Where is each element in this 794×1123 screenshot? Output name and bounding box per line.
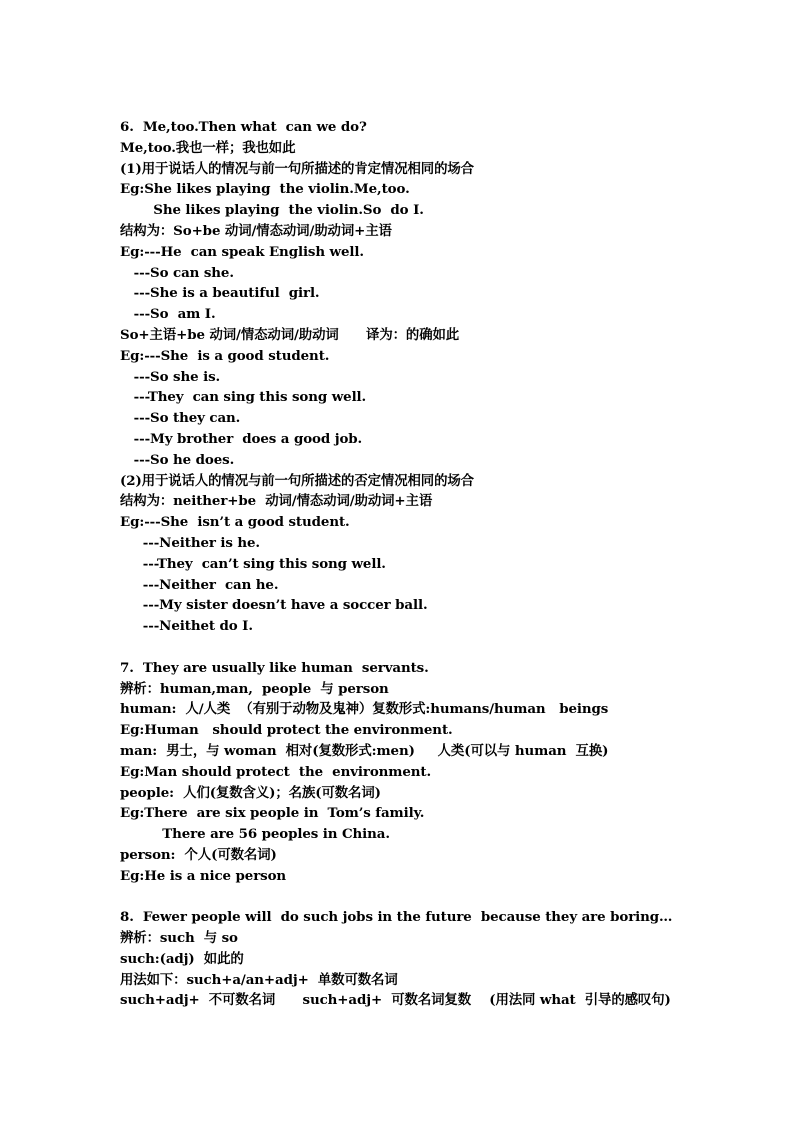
usage-line: such+adj+ 不可数名词 such+adj+ 可数名词复数 (用法同 what 引导的感叹句): [120, 992, 671, 1009]
example-line: Eg:Man should protect the environment.: [120, 763, 432, 780]
section-6-line: Me,too.我也一样；我也如此: [120, 139, 296, 156]
section-6-line: (1)用于说话人的情况与前一句所描述的肯定情况相同的场合: [120, 160, 474, 177]
example-line: ---They can sing this song well.: [120, 389, 367, 406]
example-line: ---My sister doesn’t have a soccer ball.: [120, 597, 428, 614]
example-line: Eg:He is a nice person: [120, 867, 287, 884]
example-line: Eg:---She isn’t a good student.: [120, 514, 350, 531]
structure-line: 结构为：So+be 动词/情态动词/助动词+主语: [120, 222, 392, 239]
section-7-heading: 7. They are usually like human servants.: [120, 659, 429, 676]
example-line: She likes playing the violin.So do I.: [135, 202, 424, 219]
example-line: ---So they can.: [120, 410, 241, 427]
example-line: ---She is a beautiful girl.: [120, 285, 320, 302]
section-6-heading: 6. Me,too.Then what can we do?: [120, 119, 367, 135]
example-line: Eg:Human should protect the environment.: [120, 722, 453, 739]
example-line: Eg:She likes playing the violin.Me,too.: [120, 181, 410, 198]
structure-line: So+主语+be 动词/情态动词/助动词 译为：的确如此: [120, 326, 460, 343]
example-line: ---Neithet do I.: [120, 618, 253, 635]
section-spacer: [120, 637, 750, 658]
example-line: ---Neither can he.: [120, 576, 279, 593]
section-8-line: 辨析：such 与 so: [120, 930, 238, 947]
section-6-line: (2)用于说话人的情况与前一句所描述的否定情况相同的场合: [120, 472, 474, 489]
definition-line: such:(adj) 如此的: [120, 950, 244, 967]
definition-line: person: 个人(可数名词): [120, 846, 277, 863]
example-line: ---So am I.: [120, 306, 216, 323]
definition-line: people: 人们(复数含义)；名族(可数名词): [120, 784, 381, 801]
section-8-heading: 8. Fewer people will do such jobs in the future because they are boring…: [120, 909, 673, 926]
document-page: [120, 117, 750, 1011]
example-line: Eg:There are six people in Tom’s family.: [120, 805, 425, 822]
example-line: ---They can’t sing this song well.: [120, 555, 386, 572]
example-line: ---My brother does a good job.: [120, 430, 363, 447]
example-line: ---So can she.: [120, 264, 234, 281]
definition-line: man: 男士，与 woman 相对(复数形式:men) 人类(可以与 human 互换): [120, 742, 609, 759]
section-7-line: 辨析：human,man, people 与 person: [120, 680, 389, 697]
example-line: ---So he does.: [120, 451, 235, 468]
example-line: ---So she is.: [120, 368, 221, 385]
example-line: ---Neither is he.: [120, 534, 260, 551]
section-spacer: [120, 886, 750, 907]
usage-line: 用法如下：such+a/an+adj+ 单数可数名词: [120, 971, 398, 988]
structure-line: 结构为：neither+be 动词/情态动词/助动词+主语: [120, 493, 433, 510]
example-line: There are 56 peoples in China.: [144, 826, 390, 843]
example-line: Eg:---He can speak English well.: [120, 243, 364, 260]
example-line: Eg:---She is a good student.: [120, 347, 330, 364]
definition-line: human: 人/人类 （有别于动物及鬼神）复数形式:humans/human beings: [120, 701, 609, 718]
